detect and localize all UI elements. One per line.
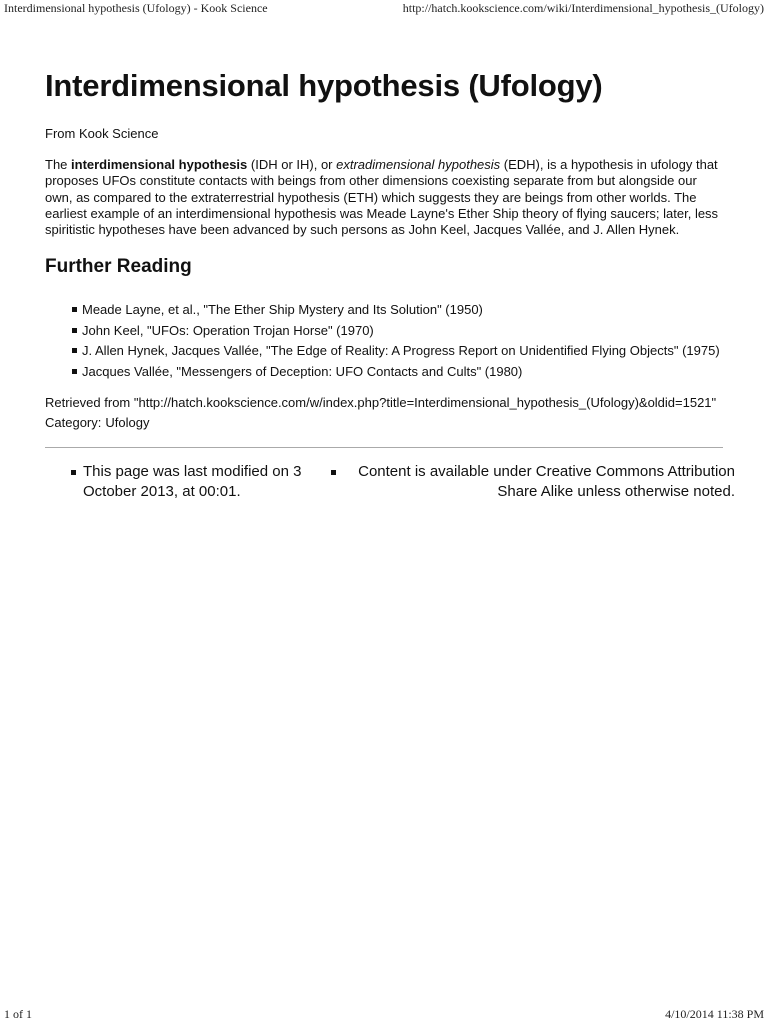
- intro-text-1: The: [45, 157, 72, 172]
- list-item: Meade Layne, et al., "The Ether Ship Mystery and Its Solution" (1950): [72, 300, 723, 321]
- further-reading-heading: Further Reading: [45, 256, 192, 278]
- last-modified-text: This page was last modified on 3 October 2013, at 00:01.: [71, 462, 319, 502]
- retrieved-from: Retrieved from "http://hatch.kookscience.com/w/index.php?title=Interdimensional_hypothesis_(Ufology)&oldid=1521": [45, 395, 717, 411]
- category-label: Category:: [45, 415, 102, 431]
- page-footer: [45, 462, 735, 506]
- print-header: [0, 1, 768, 16]
- category-link-ufology[interactable]: Ufology: [105, 415, 150, 431]
- intro-text-2: (IDH or IH), or: [247, 157, 337, 172]
- site-subtitle: From Kook Science: [45, 126, 159, 141]
- page-title: Interdimensional hypothesis (Ufology): [45, 68, 603, 103]
- print-timestamp: 4/10/2014 11:38 PM: [665, 1007, 764, 1021]
- list-item: J. Allen Hynek, Jacques Vallée, "The Edge of Reality: A Progress Report on Unidentified Flying Objects" (1975): [72, 341, 723, 362]
- category-line: [45, 413, 723, 433]
- intro-bold-term: interdimensional hypothesis: [71, 157, 248, 172]
- intro-paragraph: [45, 157, 723, 238]
- further-reading-list: [45, 300, 723, 382]
- print-header-url: http://hatch.kookscience.com/wiki/Interdimensional_hypothesis_(Ufology): [402, 1, 764, 15]
- list-item: John Keel, "UFOs: Operation Trojan Horse" (1970): [72, 321, 723, 342]
- footer-divider: [45, 447, 723, 448]
- intro-italic-term: extradimensional hypothesis: [336, 157, 501, 172]
- article-content: [45, 64, 735, 506]
- list-item: Jacques Vallée, "Messengers of Deception: UFO Contacts and Cults" (1980): [72, 362, 723, 383]
- license-text: Content is available under Creative Commons Attribution Share Alike unless otherwise noted.: [331, 462, 735, 502]
- print-footer: [0, 1007, 768, 1022]
- print-header-title: Interdimensional hypothesis (Ufology) - Kook Science: [4, 1, 268, 15]
- page-count: 1 of 1: [4, 1007, 32, 1021]
- intro-text-3: (EDH), is a hypothesis in ufology that proposes UFOs constitute contacts with beings from other dimensions coexisting separate from but alongside our own, as compared to the extraterrestrial hypothesis (ETH) which suggests they are beings from other worlds. The earliest example of an interdimensional hypothesis was Meade Layne's Ether Ship theory of flying saucers; later, less spiritistic hypotheses have been advanced by such persons as John Keel, Jacques Vallée, and J. Allen Hynek.: [45, 157, 719, 238]
